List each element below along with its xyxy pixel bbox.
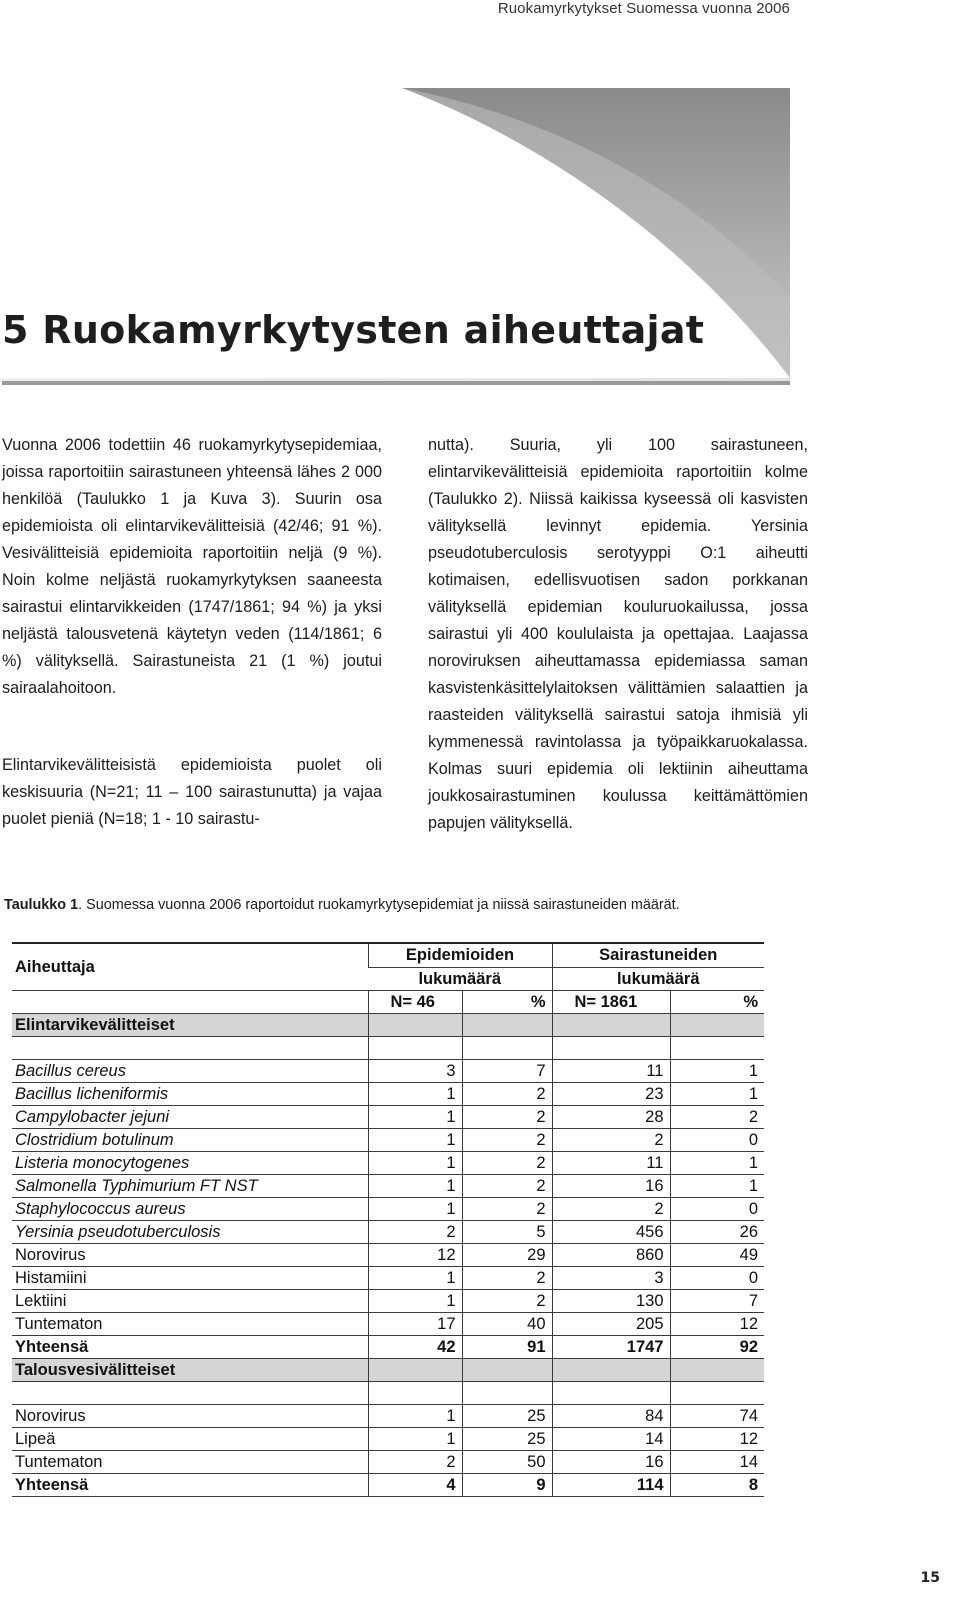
sick-count: 205 — [552, 1313, 670, 1336]
spacer-cell — [552, 1037, 670, 1060]
agent-name: Norovirus — [12, 1244, 368, 1267]
running-header: Ruokamyrkytykset Suomessa vuonna 2006 — [497, 0, 790, 17]
second-paragraph-continued: nutta). Suuria, yli 100 sairastuneen, elintarvikevälitteisiä epidemioita raportoitiin kolme (Taulukko 2). Niissä kaikissa kyseessä oli kasvisten välityksellä levinnyt epidemia. Yersinia pseudotuberculosis serotyyppi O:1 aiheutti kotimaisen, edellisvuotisen sadon porkkanan välityksellä epidemian kouluruokailussa, jossa sairastui yli 400 koululaista ja opettajaa. Laajassa noroviruksen aiheuttamassa epidemiassa saman kasvistenkäsittelylaitoksen välittämien salaattien ja raasteiden välityksellä sairastui satoja ihmisiä yli kymmenessä ravintolassa ja työpaikkaruokalassa. Kolmas suuri epidemia oli lektiinin aiheuttama joukkosairastuminen koulussa keittämättömien papujen välityksellä. — [428, 436, 808, 832]
section-food — [12, 1014, 764, 1037]
table-row — [12, 1267, 764, 1290]
section-cell — [462, 1359, 552, 1382]
section-cell — [552, 1359, 670, 1382]
agent-name: Tuntematon — [12, 1313, 368, 1336]
sick-count: 2 — [552, 1198, 670, 1221]
sick-percent: 14 — [670, 1451, 764, 1474]
epidemics-count: 1 — [368, 1428, 462, 1451]
epidemics-count: 1 — [368, 1290, 462, 1313]
agent-name: Bacillus cereus — [12, 1060, 368, 1083]
spacer-cell — [12, 1037, 368, 1060]
spacer-cell — [12, 1382, 368, 1405]
sick-count: 16 — [552, 1451, 670, 1474]
spacer-cell — [670, 1037, 764, 1060]
agent-name: Norovirus — [12, 1405, 368, 1428]
epidemics-count: 2 — [368, 1221, 462, 1244]
epidemics-count: 2 — [368, 1451, 462, 1474]
col-header-n-sick: N= 1861 — [552, 991, 670, 1014]
agent-name: Bacillus licheniformis — [12, 1083, 368, 1106]
sick-percent: 12 — [670, 1428, 764, 1451]
agent-name: Lipeä — [12, 1428, 368, 1451]
section-food-label: Elintarvikevälitteiset — [12, 1014, 368, 1037]
table-caption — [4, 897, 680, 913]
section-cell — [368, 1359, 462, 1382]
epidemics-count: 1 — [368, 1083, 462, 1106]
sick-count: 11 — [552, 1060, 670, 1083]
intro-paragraph: Vuonna 2006 todettiin 46 ruokamyrkytysepidemiaa, joissa raportoitiin sairastuneen yhteensä lähes 2 000 henkilöä (Taulukko 1 ja Kuva 3). Suurin osa epidemioista oli elintarvikevälitteisiä (42/46; 91 %). Vesivälitteisiä epidemioita raportoitiin neljä (9 %). Noin kolme neljästä ruokamyrkytyksen saaneesta sairastui elintarvikkeiden (1747/1861; 94 %) ja yksi neljästä talousvetenä käytetyn veden (114/1861; 6 %) välityksellä. Sairastuneista 21 (1 %) joutui sairaalahoitoon. — [2, 436, 382, 697]
epidemics-count: 1 — [368, 1198, 462, 1221]
sick-percent: 7 — [670, 1290, 764, 1313]
sick-percent: 1 — [670, 1152, 764, 1175]
sick-percent: 92 — [670, 1336, 764, 1359]
epidemics-percent: 2 — [462, 1106, 552, 1129]
agent-name: Clostridium botulinum — [12, 1129, 368, 1152]
table-row — [12, 1290, 764, 1313]
second-paragraph-start: Elintarvikevälitteisistä epidemioista puolet oli keskisuuria (N=21; 11 – 100 sairastunutta) ja vajaa puolet pieniä (N=18; 1 - 10 sairastu- — [2, 756, 382, 828]
table-row — [12, 1060, 764, 1083]
spacer-cell — [462, 1037, 552, 1060]
table-row — [12, 1129, 764, 1152]
sick-percent: 49 — [670, 1244, 764, 1267]
table-row — [12, 1152, 764, 1175]
epidemics-percent: 7 — [462, 1060, 552, 1083]
col-header-epidemics-line2: lukumäärä — [368, 968, 552, 991]
agent-name: Staphylococcus aureus — [12, 1198, 368, 1221]
col-header-n-epidemics: N= 46 — [368, 991, 462, 1014]
sick-count: 860 — [552, 1244, 670, 1267]
sick-percent: 1 — [670, 1060, 764, 1083]
table-row — [12, 1221, 764, 1244]
outbreaks-table — [12, 942, 764, 1497]
table-caption-text: . Suomessa vuonna 2006 raportoidut ruokamyrkytysepidemiat ja niissä sairastuneiden määrät. — [78, 897, 680, 913]
agent-name: Listeria monocytogenes — [12, 1152, 368, 1175]
sick-percent: 2 — [670, 1106, 764, 1129]
table-row — [12, 1175, 764, 1198]
sick-count: 1747 — [552, 1336, 670, 1359]
sick-count: 2 — [552, 1129, 670, 1152]
table-row — [12, 1428, 764, 1451]
sick-percent: 1 — [670, 1175, 764, 1198]
sick-count: 114 — [552, 1474, 670, 1497]
agent-name: Yhteensä — [12, 1336, 368, 1359]
subheader-blank — [12, 991, 368, 1014]
table-row — [12, 1405, 764, 1428]
sick-count: 23 — [552, 1083, 670, 1106]
table-row — [12, 1198, 764, 1221]
epidemics-count: 1 — [368, 1267, 462, 1290]
sick-percent: 26 — [670, 1221, 764, 1244]
section-cell — [462, 1014, 552, 1037]
epidemics-count: 3 — [368, 1060, 462, 1083]
epidemics-percent: 2 — [462, 1198, 552, 1221]
table-row — [12, 1451, 764, 1474]
epidemics-percent: 2 — [462, 1290, 552, 1313]
spacer-cell — [368, 1037, 462, 1060]
sick-count: 14 — [552, 1428, 670, 1451]
epidemics-percent: 2 — [462, 1267, 552, 1290]
epidemics-count: 42 — [368, 1336, 462, 1359]
epidemics-count: 1 — [368, 1175, 462, 1198]
sick-count: 11 — [552, 1152, 670, 1175]
spacer-cell — [552, 1382, 670, 1405]
sick-count: 16 — [552, 1175, 670, 1198]
col-header-epidemics-line1: Epidemioiden — [405, 946, 515, 964]
epidemics-count: 4 — [368, 1474, 462, 1497]
agent-name: Lektiini — [12, 1290, 368, 1313]
sick-count: 28 — [552, 1106, 670, 1129]
col-header-sick — [552, 943, 764, 968]
table-row — [12, 1313, 764, 1336]
spacer-cell — [670, 1382, 764, 1405]
table-row — [12, 1244, 764, 1267]
section-cell — [368, 1014, 462, 1037]
sick-count: 130 — [552, 1290, 670, 1313]
spacer-cell — [462, 1382, 552, 1405]
sick-percent: 0 — [670, 1267, 764, 1290]
sick-count: 84 — [552, 1405, 670, 1428]
spacer-cell — [368, 1382, 462, 1405]
sick-percent: 74 — [670, 1405, 764, 1428]
agent-name: Histamiini — [12, 1267, 368, 1290]
col-header-pct-sick: % — [670, 991, 764, 1014]
page-number: 15 — [920, 1570, 940, 1586]
sick-percent: 8 — [670, 1474, 764, 1497]
epidemics-count: 1 — [368, 1106, 462, 1129]
agent-name: Yersinia pseudotuberculosis — [12, 1221, 368, 1244]
sick-percent: 0 — [670, 1198, 764, 1221]
col-header-sick-line1: Sairastuneiden — [599, 946, 718, 964]
section-water-label: Talousvesivälitteiset — [12, 1359, 368, 1382]
epidemics-percent: 50 — [462, 1451, 552, 1474]
col-header-epidemics — [368, 943, 552, 968]
epidemics-percent: 25 — [462, 1405, 552, 1428]
epidemics-percent: 2 — [462, 1175, 552, 1198]
total-row — [12, 1474, 764, 1497]
table-caption-label: Taulukko 1 — [4, 897, 79, 913]
section-water — [12, 1359, 764, 1382]
agent-name: Yhteensä — [12, 1474, 368, 1497]
epidemics-percent: 2 — [462, 1083, 552, 1106]
total-row — [12, 1336, 764, 1359]
table-row — [12, 1106, 764, 1129]
epidemics-percent: 29 — [462, 1244, 552, 1267]
epidemics-percent: 25 — [462, 1428, 552, 1451]
epidemics-percent: 2 — [462, 1129, 552, 1152]
epidemics-percent: 91 — [462, 1336, 552, 1359]
agent-name: Salmonella Typhimurium FT NST — [12, 1175, 368, 1198]
epidemics-count: 12 — [368, 1244, 462, 1267]
table-row — [12, 1083, 764, 1106]
epidemics-percent: 40 — [462, 1313, 552, 1336]
chapter-title: 5 Ruokamyrkytysten aiheuttajat — [2, 308, 705, 352]
agent-name: Tuntematon — [12, 1451, 368, 1474]
epidemics-percent: 2 — [462, 1152, 552, 1175]
col-header-pct-epidemics: % — [462, 991, 552, 1014]
sick-percent: 0 — [670, 1129, 764, 1152]
epidemics-count: 1 — [368, 1152, 462, 1175]
sick-percent: 12 — [670, 1313, 764, 1336]
col-header-sick-line2: lukumäärä — [552, 968, 764, 991]
epidemics-percent: 9 — [462, 1474, 552, 1497]
sick-percent: 1 — [670, 1083, 764, 1106]
agent-name: Campylobacter jejuni — [12, 1106, 368, 1129]
section-cell — [552, 1014, 670, 1037]
epidemics-count: 1 — [368, 1405, 462, 1428]
col-header-agent: Aiheuttaja — [12, 943, 368, 991]
epidemics-count: 1 — [368, 1129, 462, 1152]
sick-count: 3 — [552, 1267, 670, 1290]
epidemics-count: 17 — [368, 1313, 462, 1336]
sick-count: 456 — [552, 1221, 670, 1244]
section-cell — [670, 1014, 764, 1037]
epidemics-percent: 5 — [462, 1221, 552, 1244]
section-cell — [670, 1359, 764, 1382]
